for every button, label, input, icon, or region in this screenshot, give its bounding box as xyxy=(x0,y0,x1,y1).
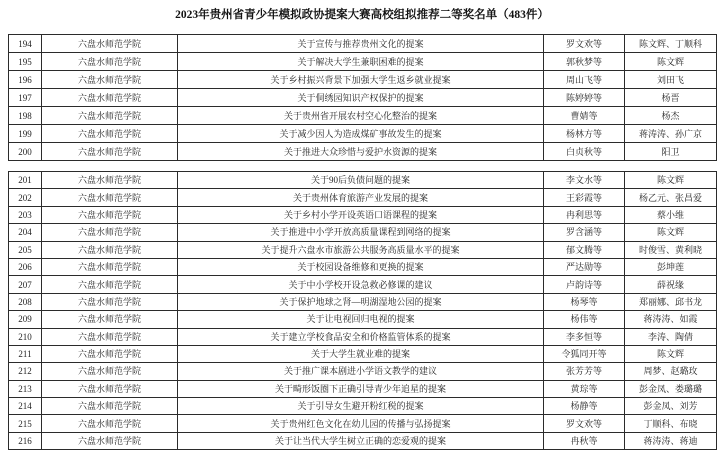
table-row xyxy=(9,241,717,258)
table-row xyxy=(9,143,717,161)
cell-school: 六盘水师范学院 xyxy=(42,276,178,293)
cell-students: 杨静等 xyxy=(544,398,625,415)
cell-no: 214 xyxy=(9,398,42,415)
cell-teachers: 蒋涛涛、蒋迪 xyxy=(625,432,717,449)
table-row xyxy=(9,125,717,143)
cell-students: 冉利思等 xyxy=(544,206,625,223)
cell-teachers: 陈文辉 xyxy=(625,172,717,189)
cell-title: 关于贵州省开展农村空心化整治的提案 xyxy=(178,107,544,125)
cell-title: 关于让电视回归电视的提案 xyxy=(178,311,544,328)
cell-no: 208 xyxy=(9,293,42,310)
cell-title: 关于乡村小学开设英语口语课程的提案 xyxy=(178,206,544,223)
cell-no: 206 xyxy=(9,258,42,275)
cell-title: 关于中小学校开设急救必修课的建议 xyxy=(178,276,544,293)
cell-title: 关于90后负债问题的提案 xyxy=(178,172,544,189)
cell-students: 李多恒等 xyxy=(544,328,625,345)
cell-title: 关于推进大众珍惜与爱护水资源的提案 xyxy=(178,143,544,161)
cell-school: 六盘水师范学院 xyxy=(42,258,178,275)
cell-school: 六盘水师范学院 xyxy=(42,380,178,397)
cell-title: 关于提升六盘水市旅游公共服务高质量水平的提案 xyxy=(178,241,544,258)
cell-students: 令狐同开等 xyxy=(544,345,625,362)
table-row xyxy=(9,224,717,241)
cell-teachers: 郑丽娜、邱书龙 xyxy=(625,293,717,310)
cell-teachers: 时俊雪、黄利晓 xyxy=(625,241,717,258)
cell-students: 周山飞等 xyxy=(544,71,625,89)
cell-no: 205 xyxy=(9,241,42,258)
cell-school: 六盘水师范学院 xyxy=(42,363,178,380)
cell-school: 六盘水师范学院 xyxy=(42,35,178,53)
cell-school: 六盘水师范学院 xyxy=(42,125,178,143)
cell-teachers: 陈文辉 xyxy=(625,53,717,71)
cell-no: 209 xyxy=(9,311,42,328)
cell-title: 关于引导女生避开粉红税的提案 xyxy=(178,398,544,415)
cell-students: 郁文腾等 xyxy=(544,241,625,258)
cell-no: 204 xyxy=(9,224,42,241)
cell-teachers: 陈文辉 xyxy=(625,224,717,241)
cell-no: 215 xyxy=(9,415,42,432)
cell-teachers: 蔡小维 xyxy=(625,206,717,223)
cell-no: 198 xyxy=(9,107,42,125)
cell-no: 197 xyxy=(9,89,42,107)
cell-school: 六盘水师范学院 xyxy=(42,172,178,189)
award-table-rows-201-216 xyxy=(8,171,717,450)
cell-school: 六盘水师范学院 xyxy=(42,206,178,223)
cell-title: 关于推广课本剧进小学语文教学的建议 xyxy=(178,363,544,380)
cell-students: 杨伟等 xyxy=(544,311,625,328)
table-row xyxy=(9,311,717,328)
cell-students: 曹婧等 xyxy=(544,107,625,125)
cell-school: 六盘水师范学院 xyxy=(42,241,178,258)
cell-title: 关于侗绣园知识产权保护的提案 xyxy=(178,89,544,107)
cell-school: 六盘水师范学院 xyxy=(42,189,178,206)
cell-teachers: 彭金凤、刘芳 xyxy=(625,398,717,415)
table-row xyxy=(9,398,717,415)
cell-school: 六盘水师范学院 xyxy=(42,311,178,328)
cell-school: 六盘水师范学院 xyxy=(42,293,178,310)
table-row xyxy=(9,293,717,310)
cell-students: 卢韵诗等 xyxy=(544,276,625,293)
cell-students: 黄琮等 xyxy=(544,380,625,397)
table-row xyxy=(9,206,717,223)
cell-no: 202 xyxy=(9,189,42,206)
cell-title: 关于大学生就业难的提案 xyxy=(178,345,544,362)
cell-teachers: 彭金凤、娄璐璐 xyxy=(625,380,717,397)
cell-title: 关于解决大学生兼职困难的提案 xyxy=(178,53,544,71)
cell-teachers: 蒋涛涛、孙广京 xyxy=(625,125,717,143)
cell-title: 关于推进中小学开放高质量课程到网络的提案 xyxy=(178,224,544,241)
table-row xyxy=(9,328,717,345)
cell-students: 杨林方等 xyxy=(544,125,625,143)
table-row xyxy=(9,53,717,71)
cell-title: 关于畸形饭圈下正确引导青少年追星的提案 xyxy=(178,380,544,397)
cell-teachers: 杨乙元、张昌爱 xyxy=(625,189,717,206)
cell-title: 关于校园设备维修和更换的提案 xyxy=(178,258,544,275)
cell-teachers: 周梦、赵璐玫 xyxy=(625,363,717,380)
cell-no: 200 xyxy=(9,143,42,161)
cell-no: 213 xyxy=(9,380,42,397)
table-row xyxy=(9,432,717,449)
cell-teachers: 丁顺科、布晓 xyxy=(625,415,717,432)
cell-title: 关于建立学校食品安全和价格监管体系的提案 xyxy=(178,328,544,345)
cell-no: 199 xyxy=(9,125,42,143)
cell-teachers: 杨杰 xyxy=(625,107,717,125)
cell-title: 关于保护地球之肾—明湖湿地公园的提案 xyxy=(178,293,544,310)
table-row xyxy=(9,35,717,53)
cell-school: 六盘水师范学院 xyxy=(42,328,178,345)
cell-students: 李文水等 xyxy=(544,172,625,189)
cell-teachers: 蒋涛涛、如霞 xyxy=(625,311,717,328)
cell-students: 罗文欢等 xyxy=(544,415,625,432)
cell-students: 严达勋等 xyxy=(544,258,625,275)
cell-no: 196 xyxy=(9,71,42,89)
cell-students: 罗含涵等 xyxy=(544,224,625,241)
table-row xyxy=(9,172,717,189)
award-table-rows-194-200 xyxy=(8,34,717,161)
cell-school: 六盘水师范学院 xyxy=(42,107,178,125)
table-row xyxy=(9,107,717,125)
table-row xyxy=(9,189,717,206)
cell-no: 210 xyxy=(9,328,42,345)
cell-title: 关于乡村振兴背景下加强大学生返乡就业提案 xyxy=(178,71,544,89)
cell-teachers: 陈文辉 xyxy=(625,345,717,362)
table-row xyxy=(9,258,717,275)
cell-no: 195 xyxy=(9,53,42,71)
cell-students: 冉秋等 xyxy=(544,432,625,449)
cell-students: 郭秋梦等 xyxy=(544,53,625,71)
cell-no: 216 xyxy=(9,432,42,449)
cell-students: 杨琴等 xyxy=(544,293,625,310)
cell-title: 关于贵州红色文化在幼儿园的传播与弘扬提案 xyxy=(178,415,544,432)
cell-title: 关于贵州体育旅游产业发展的提案 xyxy=(178,189,544,206)
cell-teachers: 陈文辉、丁顺科 xyxy=(625,35,717,53)
cell-title: 关于减少因人为造成煤矿事故发生的提案 xyxy=(178,125,544,143)
cell-no: 201 xyxy=(9,172,42,189)
cell-students: 王彩霞等 xyxy=(544,189,625,206)
cell-title: 关于宣传与推荐贵州文化的提案 xyxy=(178,35,544,53)
cell-no: 207 xyxy=(9,276,42,293)
cell-teachers: 刘田飞 xyxy=(625,71,717,89)
cell-teachers: 杨晋 xyxy=(625,89,717,107)
cell-students: 张芳芳等 xyxy=(544,363,625,380)
cell-school: 六盘水师范学院 xyxy=(42,89,178,107)
table-row xyxy=(9,89,717,107)
cell-school: 六盘水师范学院 xyxy=(42,432,178,449)
cell-students: 罗文欢等 xyxy=(544,35,625,53)
cell-no: 194 xyxy=(9,35,42,53)
cell-teachers: 薛祝缘 xyxy=(625,276,717,293)
cell-teachers: 李涛、陶倩 xyxy=(625,328,717,345)
table-row xyxy=(9,380,717,397)
table-row xyxy=(9,363,717,380)
cell-students: 陈婷婷等 xyxy=(544,89,625,107)
cell-no: 212 xyxy=(9,363,42,380)
cell-no: 211 xyxy=(9,345,42,362)
table-row xyxy=(9,71,717,89)
cell-school: 六盘水师范学院 xyxy=(42,398,178,415)
table-row xyxy=(9,345,717,362)
cell-school: 六盘水师范学院 xyxy=(42,53,178,71)
cell-students: 白贞秋等 xyxy=(544,143,625,161)
cell-school: 六盘水师范学院 xyxy=(42,345,178,362)
cell-teachers: 阳卫 xyxy=(625,143,717,161)
table-row xyxy=(9,276,717,293)
cell-school: 六盘水师范学院 xyxy=(42,143,178,161)
page-title: 2023年贵州省青少年模拟政协提案大赛高校组拟推荐二等奖名单（483件） xyxy=(175,9,549,21)
cell-no: 203 xyxy=(9,206,42,223)
cell-school: 六盘水师范学院 xyxy=(42,415,178,432)
cell-teachers: 彭坤莲 xyxy=(625,258,717,275)
cell-school: 六盘水师范学院 xyxy=(42,224,178,241)
table-row xyxy=(9,415,717,432)
cell-school: 六盘水师范学院 xyxy=(42,71,178,89)
cell-title: 关于让当代大学生树立正确的恋爱观的提案 xyxy=(178,432,544,449)
